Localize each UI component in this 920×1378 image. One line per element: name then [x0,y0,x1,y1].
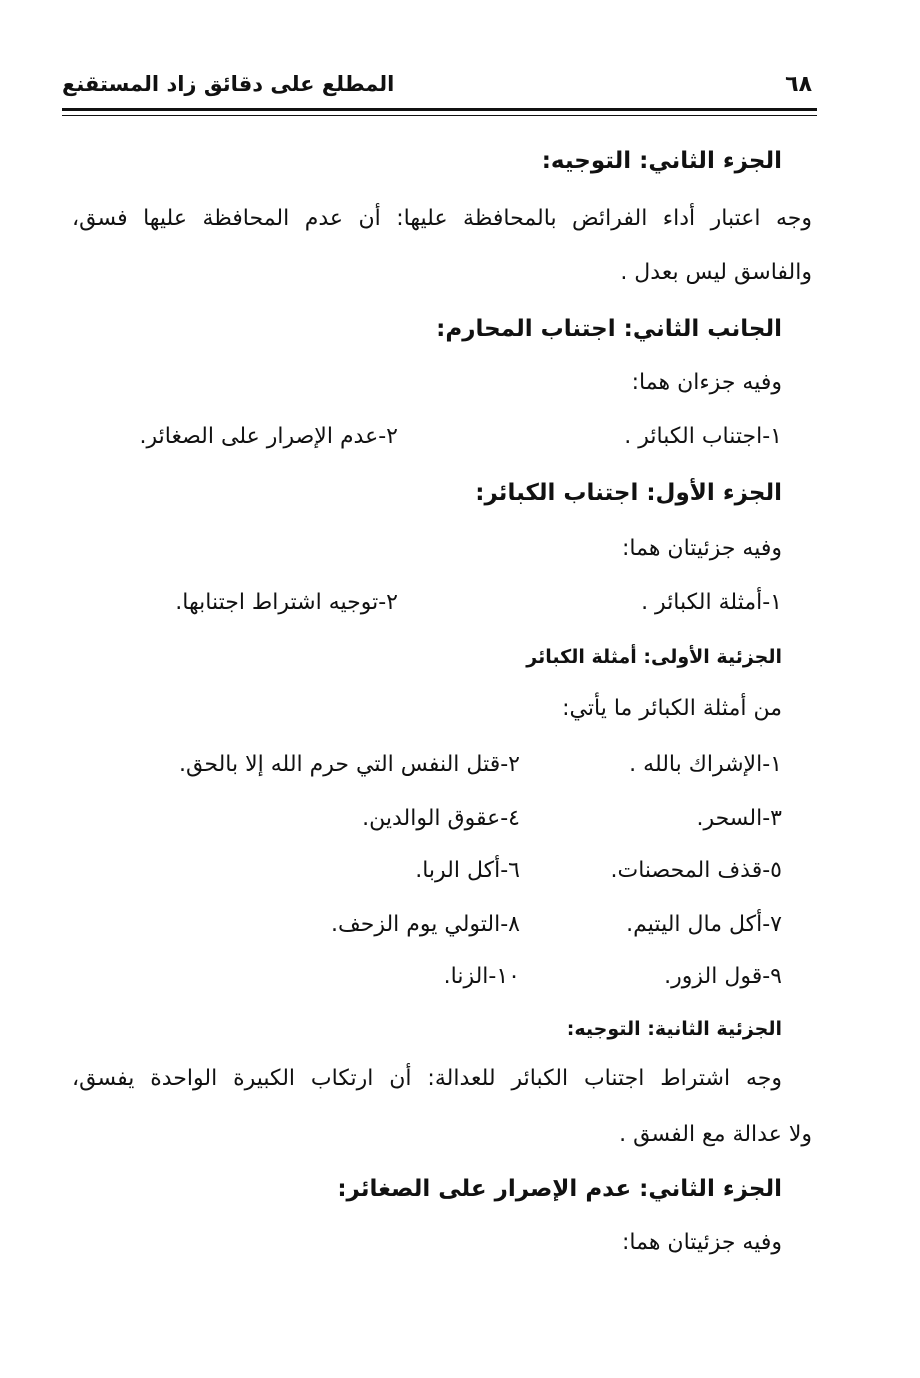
list2-item-2: ٢-توجيه اشتراط اجتنابها. [175,590,398,615]
paragraph-2-intro: وفيه جزءان هما: [631,370,782,395]
paragraph-5-line-2: ولا عدالة مع الفسق . [619,1122,812,1147]
kabair-item-1: ١-الإشراك بالله . [629,752,782,777]
paragraph-5-line-1: وجه اشتراط اجتناب الكبائر للعدالة: أن ارتكاب الكبيرة الواحدة يفسق، [72,1066,782,1091]
list1-item-1: ١-اجتناب الكبائر . [624,424,782,449]
kabair-item-9: ٩-قول الزور. [664,964,782,989]
kabair-item-4: ٤-عقوق الوالدين. [362,806,520,831]
heading-side2: الجانب الثاني: اجتناب المحارم: [436,316,782,342]
paragraph-4-intro: من أمثلة الكبائر ما يأتي: [562,696,782,721]
header-rule-thin [62,115,817,116]
list1-item-2: ٢-عدم الإصرار على الصغائر. [139,424,398,449]
paragraph-6-intro: وفيه جزئيتان هما: [622,1230,782,1255]
kabair-item-3: ٣-السحر. [696,806,782,831]
heading-part1: الجزء الأول: اجتناب الكبائر: [475,480,782,506]
kabair-item-8: ٨-التولي يوم الزحف. [330,912,520,937]
kabair-item-7: ٧-أكل مال اليتيم. [626,912,782,937]
header-rule-thick [62,108,817,111]
running-title: المطلع على دقائق زاد المستقنع [62,72,395,96]
list2-item-1: ١-أمثلة الكبائر . [641,590,782,615]
paragraph-3-intro: وفيه جزئيتان هما: [622,536,782,561]
heading-part2-sighar: الجزء الثاني: عدم الإصرار على الصغائر: [337,1176,782,1202]
kabair-item-5: ٥-قذف المحصنات. [610,858,782,883]
heading-part2-tawjih: الجزء الثاني: التوجيه: [541,148,782,174]
paragraph-1-line-1: وجه اعتبار أداء الفرائض بالمحافظة عليها: أن عدم المحافظة عليها فسق، [72,206,812,231]
paragraph-1-line-2: والفاسق ليس بعدل . [620,260,812,285]
kabair-item-6: ٦-أكل الربا. [415,858,520,883]
page-number: ٦٨ [785,72,812,97]
heading-sub2: الجزئية الثانية: التوجيه: [566,1018,782,1040]
heading-sub1: الجزئية الأولى: أمثلة الكبائر [526,646,782,668]
kabair-item-10: ١٠-الزنا. [443,964,520,989]
kabair-item-2: ٢-قتل النفس التي حرم الله إلا بالحق. [179,752,520,777]
